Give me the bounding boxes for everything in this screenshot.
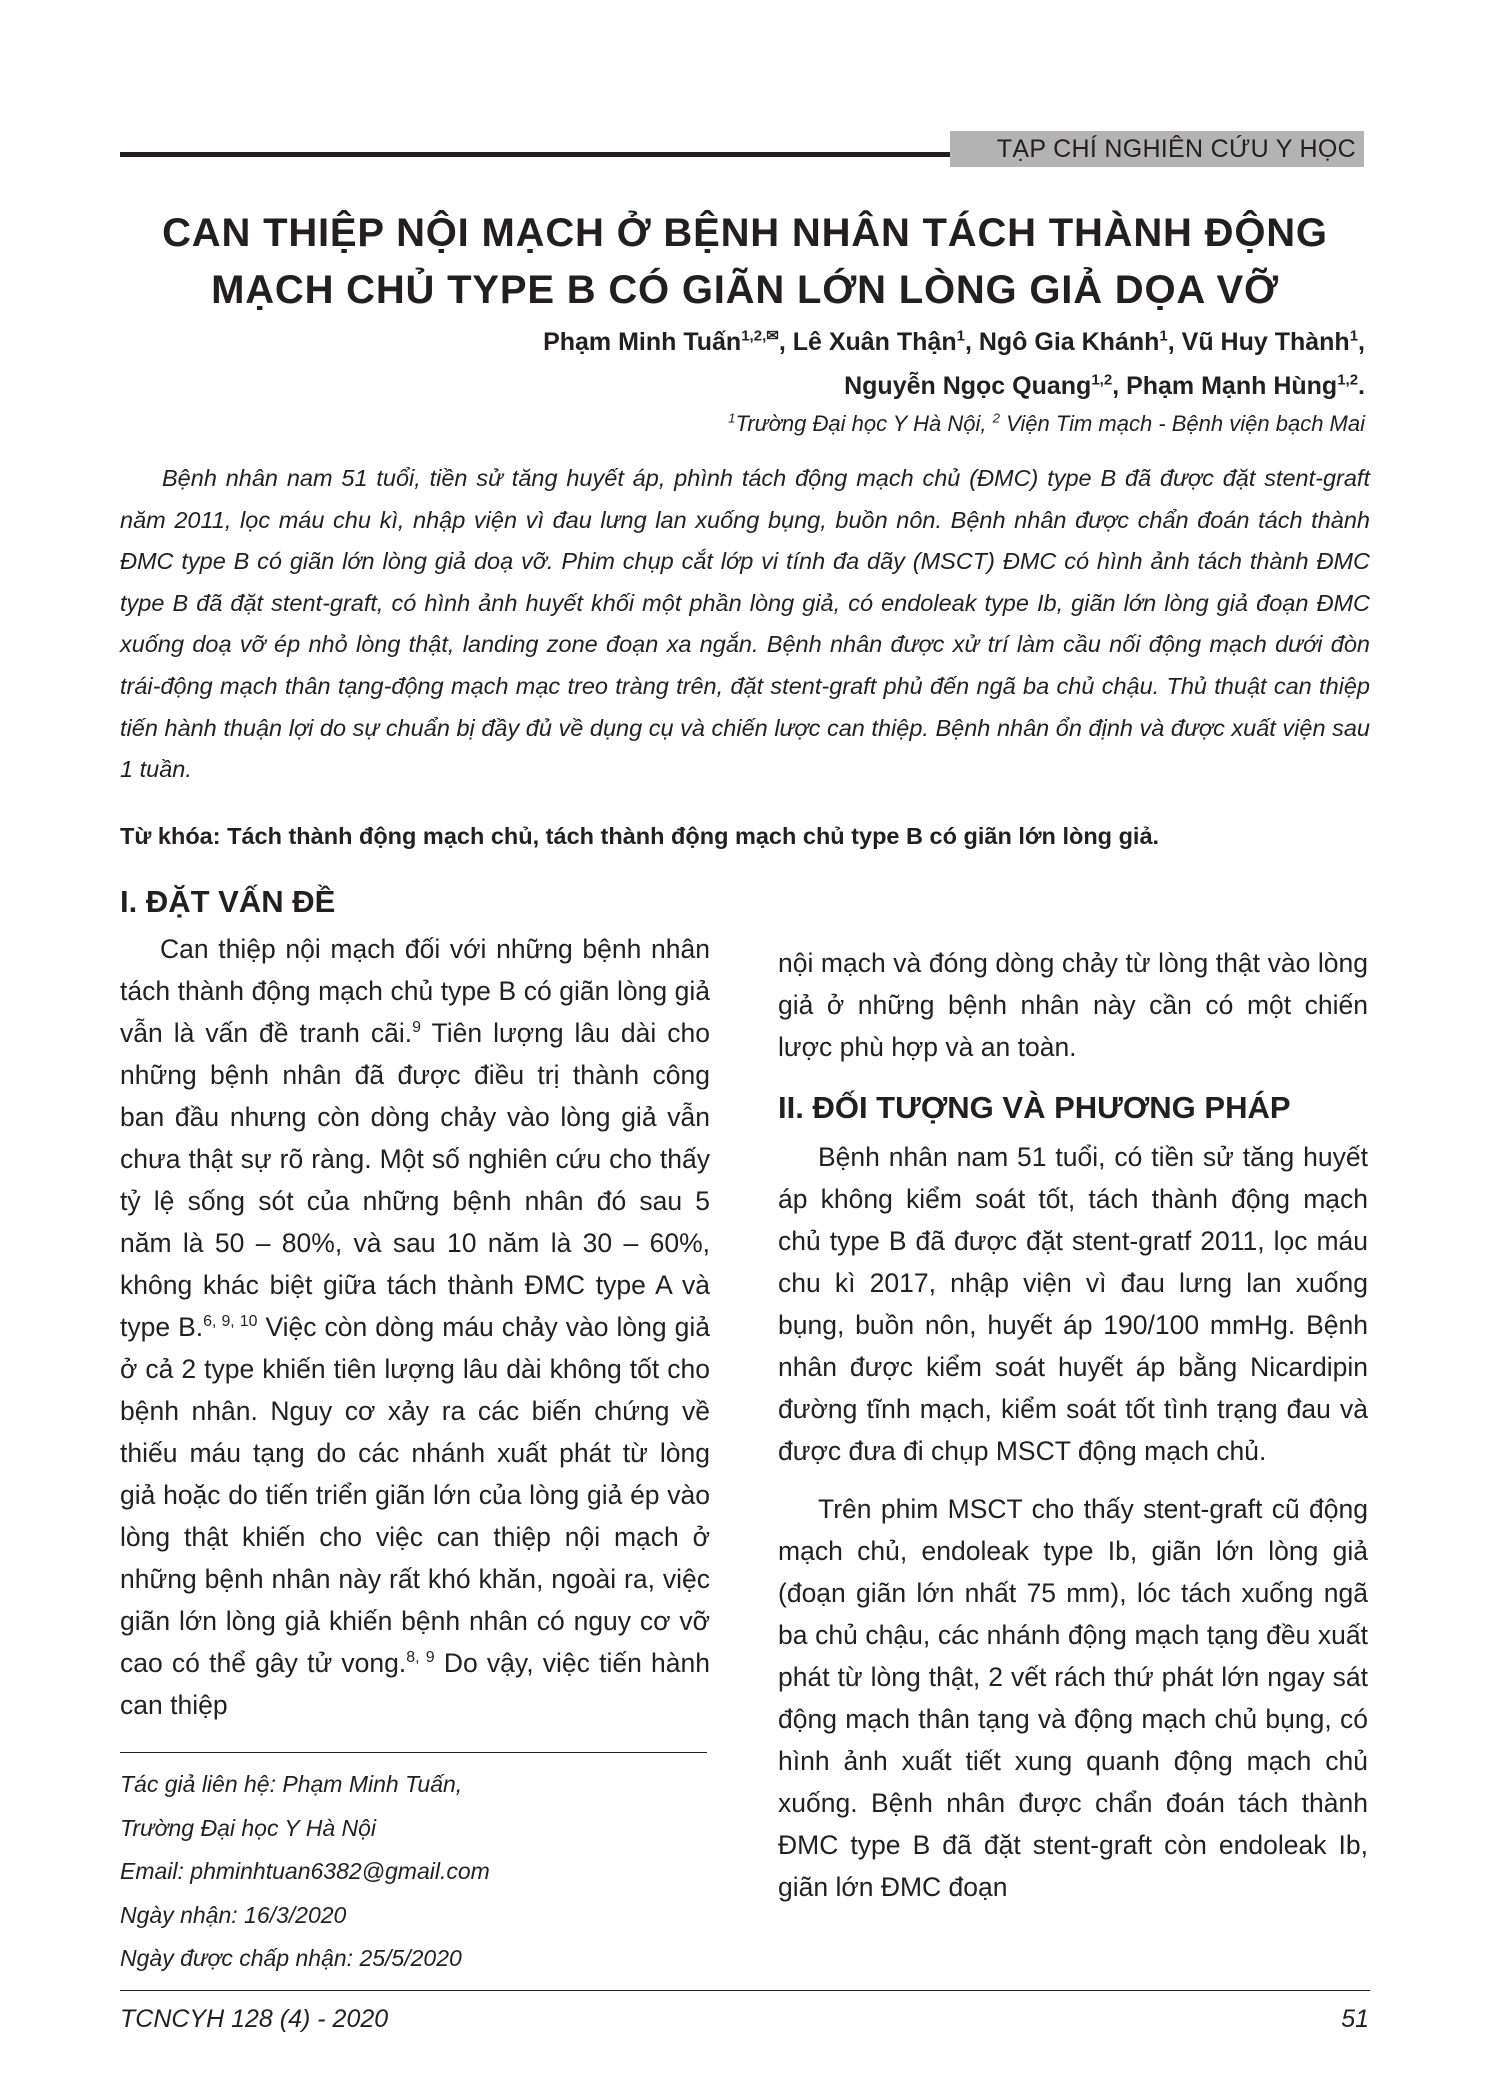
- author-line: [215, 320, 1365, 364]
- author-name: Phạm Minh Tuấn: [543, 328, 742, 356]
- affiliation-text: Viện Tim mạch - Bệnh viện bạch Mai: [999, 411, 1365, 436]
- journal-name-banner: TẠP CHÍ NGHIÊN CỨU Y HỌC: [950, 131, 1364, 167]
- header-rule: [120, 152, 950, 157]
- body-paragraph: Trên phim MSCT cho thấy stent-graft cũ động mạch chủ, endoleak type Ib, giãn lớn lòng giả (đoạn giãn lớn nhất 75 mm), lóc tách xuống ngã ba chủ chậu, các nhánh động mạch tạng đều xuất phát từ lòng thật, 2 vết rách thứ phát lớn ngay sát động mạch thân tạng và động mạch chủ bụng, có hình ảnh xuất tiết xung quanh động mạch chủ xuống. Bệnh nhân được chẩn đoán tách thành ĐMC type B đã đặt stent-graft còn endoleak Ib, giãn lớn ĐMC đoạn: [778, 1494, 1368, 1902]
- footer-citation: TCNCYH 128 (4) - 2020: [120, 2005, 389, 2033]
- affiliation-line: [215, 409, 1365, 439]
- paragraph-text: Do vậy, việc tiến hành can thiệp: [120, 1648, 710, 1720]
- affiliation-mark: 2: [992, 410, 1000, 426]
- author-affiliation-mark: 1,2: [1337, 371, 1359, 389]
- title-line: MẠCH CHỦ TYPE B CÓ GIÃN LỚN LÒNG GIẢ DỌA VỠ: [211, 268, 1279, 312]
- page-number: 51: [1341, 2005, 1369, 2033]
- citation-ref: 9: [412, 1019, 421, 1037]
- body-paragraph: [120, 928, 710, 1726]
- author-affiliation-mark: 1,2: [1091, 371, 1113, 389]
- author-affiliation-mark: 1,2,✉: [741, 327, 779, 345]
- author-punctuation: ,: [1358, 328, 1365, 356]
- footer-rule: [120, 1990, 1370, 1991]
- title-line: CAN THIỆP NỘI MẠCH Ở BỆNH NHÂN TÁCH THÀNH ĐỘNG: [162, 211, 1328, 255]
- author-name: , Lê Xuân Thận: [778, 328, 957, 356]
- right-column: [778, 942, 1368, 1908]
- paragraph-text: Can thiệp nội mạch đối với những bệnh nhân tách thành động mạch chủ type B có giãn lòng giả vẫn là vấn đề tranh cãi.: [120, 934, 710, 1048]
- correspondence-note: [120, 1763, 710, 1981]
- footnote-divider: [120, 1752, 707, 1753]
- author-affiliation-mark: 1: [1349, 327, 1359, 345]
- correspondence-email: Email: phminhtuan6382@gmail.com: [120, 1858, 490, 1884]
- left-column: [120, 882, 710, 1726]
- citation-ref: 6, 9, 10: [203, 1313, 258, 1331]
- author-name: Nguyễn Ngọc Quang: [844, 372, 1092, 400]
- author-list: [215, 320, 1365, 408]
- affiliation-mark: 1: [728, 410, 736, 426]
- correspondence-author: Tác giả liên hệ: Phạm Minh Tuấn,: [120, 1771, 463, 1797]
- author-affiliation-mark: 1: [956, 327, 965, 345]
- author-affiliation-mark: 1: [1159, 327, 1168, 345]
- paragraph-text: Tiên lượng lâu dài cho những bệnh nhân đã được điều trị thành công ban đầu nhưng còn dòng chảy vào lòng giả vẫn chưa thật sự rõ ràng. Một số nghiên cứu cho thấy tỷ lệ sống sót của những bệnh nhân đó sau 5 năm là 50 – 80%, và sau 10 năm là 30 – 60%, không khác biệt giữa tách thành ĐMC type A và type B.: [120, 1018, 710, 1342]
- correspondence-institution: Trường Đại học Y Hà Nội: [120, 1814, 377, 1841]
- author-name: , Vũ Huy Thành: [1167, 328, 1350, 356]
- article-title: [120, 205, 1370, 319]
- author-name: , Phạm Mạnh Hùng: [1112, 372, 1338, 400]
- paragraph-text: Việc còn dòng máu chảy vào lòng giả ở cả 2 type khiến tiên lượng lâu dài không tốt cho bệnh nhân. Nguy cơ xảy ra các biến chứng về thiếu máu tạng do các nhánh xuất phát từ lòng giả hoặc do tiến triển giãn lớn của lòng giả ép vào lòng thật khiến cho việc can thiệp nội mạch ở những bệnh nhân này rất khó khăn, ngoài ra, việc giãn lớn lòng giả khiến bệnh nhân có nguy cơ vỡ cao có thể gây tử vong.: [120, 1312, 710, 1678]
- received-date: Ngày nhận: 16/3/2020: [120, 1901, 347, 1928]
- author-name: , Ngô Gia Khánh: [964, 328, 1160, 356]
- body-paragraph: Bệnh nhân nam 51 tuổi, có tiền sử tăng huyết áp không kiểm soát tốt, tách thành động mạch chủ type B đã được đặt stent-gratf 2011, lọc máu chu kì 2017, nhập viện vì đau lưng lan xuống bụng, buồn nôn, huyết áp 190/100 mmHg. Bệnh nhân được kiểm soát huyết áp bằng Nicardipin đường tĩnh mạch, kiểm soát tốt tình trạng đau và được đưa đi chụp MSCT động mạch chủ.: [778, 1142, 1368, 1466]
- section-heading: I. ĐẶT VẤN ĐỀ: [120, 884, 336, 919]
- abstract: Bệnh nhân nam 51 tuổi, tiền sử tăng huyết áp, phình tách động mạch chủ (ĐMC) type B đã được đặt stent-graft năm 2011, lọc máu chu kì, nhập viện vì đau lưng lan xuống bụng, buồn nôn. Bệnh nhân được chẩn đoán tách thành ĐMC type B có giãn lớn lòng giả doạ vỡ. Phim chụp cắt lớp vi tính đa dãy (MSCT) ĐMC có hình ảnh tách thành ĐMC type B đã đặt stent-graft, có hình ảnh huyết khối một phần lòng giả, có endoleak type Ib, giãn lớn lòng giả đoạn ĐMC xuống doạ vỡ ép nhỏ lòng thật, landing zone đoạn xa ngắn. Bệnh nhân được xử trí làm cầu nối động mạch dưới đòn trái-động mạch thân tạng-động mạch mạc treo tràng trên, đặt stent-graft phủ đến ngã ba chủ chậu. Thủ thuật can thiệp tiến hành thuận lợi do sự chuẩn bị đầy đủ về dụng cụ và chiến lược can thiệp. Bệnh nhân ổn định và được xuất viện sau 1 tuần.: [120, 465, 1370, 783]
- citation-ref: 8, 9: [406, 1649, 435, 1667]
- author-punctuation: .: [1358, 372, 1365, 400]
- affiliation-text: Trường Đại học Y Hà Nội,: [735, 411, 993, 436]
- keywords: Từ khóa: Tách thành động mạch chủ, tách thành động mạch chủ type B có giãn lớn lòng giả.: [120, 823, 1160, 849]
- section-heading: II. ĐỐI TƯỢNG VÀ PHƯƠNG PHÁP: [778, 1090, 1291, 1125]
- body-paragraph-continued: nội mạch và đóng dòng chảy từ lòng thật vào lòng giả ở những bệnh nhân này cần có một chiến lược phù hợp và an toàn.: [778, 948, 1368, 1062]
- author-line: [215, 364, 1365, 408]
- accepted-date: Ngày được chấp nhận: 25/5/2020: [120, 1945, 462, 1971]
